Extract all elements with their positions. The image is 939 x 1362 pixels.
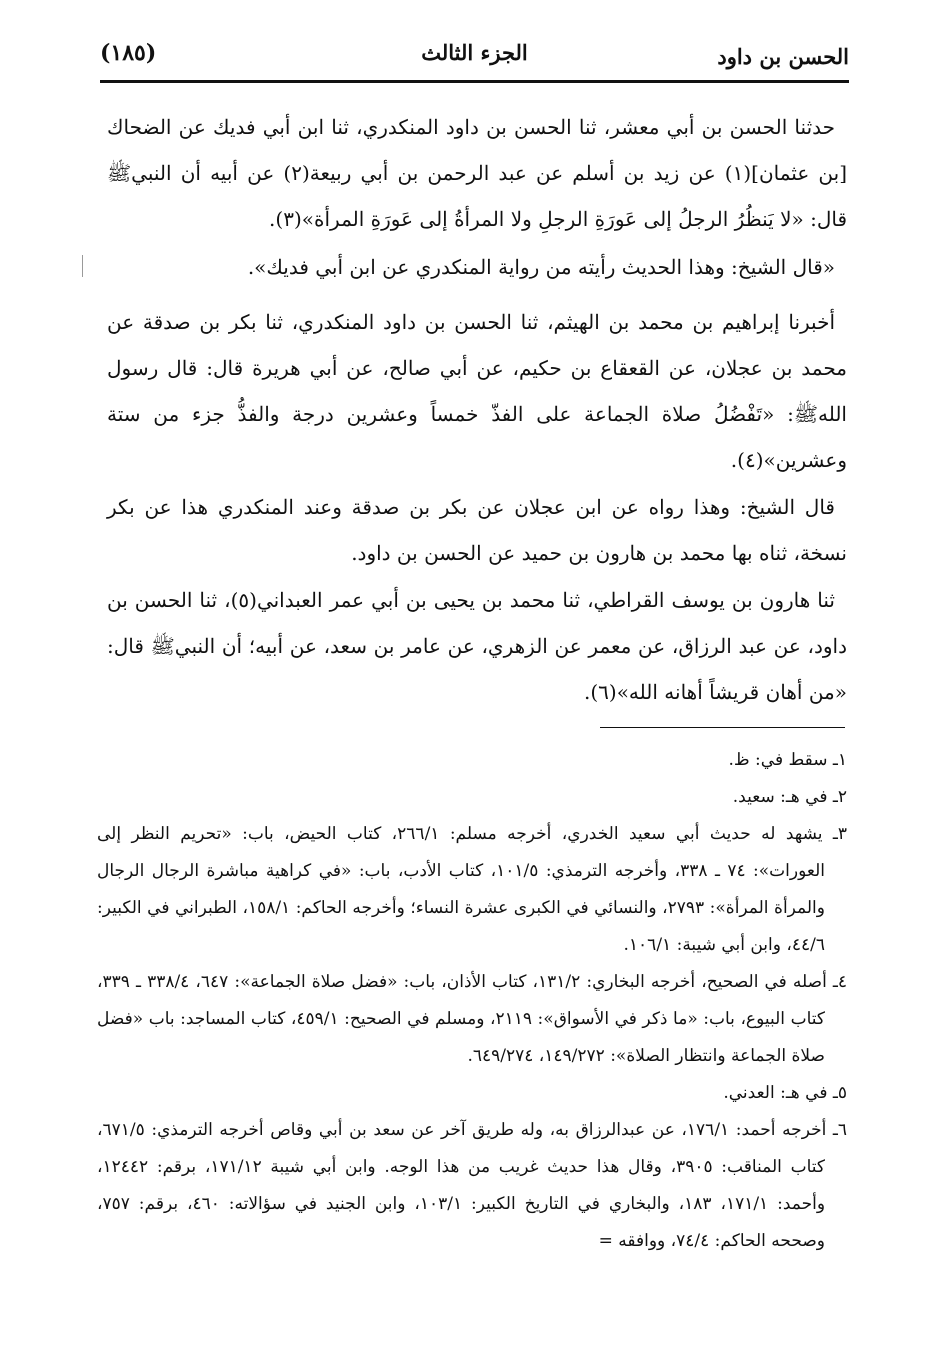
scan-artifact-mark	[82, 255, 83, 277]
paragraph-text: حدثنا الحسن بن أبي معشر، ثنا الحسن بن داود المنكدري، ثنا ابن أبي فديك عن الضحاك [بن عثمان](١) عن زيد بن أسلم عن عبد الرحمن بن أبي ربيعة(٢) عن أبيه أن النبيﷺ قال: «لا يَنظُرُ الرجلُ إلى عَورَةِ الرجلِ ولا المرأةُ إلى عَورَةِ المرأة»(٣).	[107, 115, 847, 231]
footnote: ٣ـ يشهد له حديث أبي سعيد الخدري، أخرجه مسلم: ٢٦٦/١، كتاب الحيض، باب: «تحريم النظر إلى العورات»: ٧٤ ـ ٣٣٨، وأخرجه الترمذي: ١٠١/٥، كتاب الأدب، باب: «في كراهية مباشرة الرجال الرجال والمرأة المرأة»: ٢٧٩٣، والنسائي في الكبرى عشرة النساء؛ وأخرجه الحاكم: ١٥٨/١، الطبراني في الكبير: ٤٤/٦، وابن أبي شيبة: ١٠٦/١.	[97, 824, 847, 955]
footnote-divider	[600, 727, 845, 728]
page-number: (١٨٥)	[100, 40, 157, 66]
sheikh-comment-1	[107, 244, 847, 290]
header-author: الحسن بن داود	[717, 44, 849, 69]
paragraph-text: ثنا هارون بن يوسف القراطي، ثنا محمد بن يحيى بن أبي عمر العبداني(٥)، ثنا الحسن بن داود، عن عبد الرزاق، عن معمر عن الزهري، عن عامر بن سعد، عن أبيه؛ أن النبيﷺ قال: «من أهان قريشاً أهانه الله»(٦).	[107, 588, 847, 704]
sheikh-comment-2	[107, 484, 847, 576]
hadith-paragraph-2	[107, 299, 847, 483]
footnote: ٢ـ في هـ: سعيد.	[732, 787, 847, 807]
header-divider	[100, 80, 849, 83]
running-header	[100, 38, 849, 78]
hadith-paragraph-3	[107, 577, 847, 715]
paragraph-text: قال الشيخ: وهذا رواه عن ابن عجلان عن بكر بن صدقة وعند المنكدري هذا عن بكر نسخة، ثناه بها محمد بن هارون بن حميد عن الحسن بن داود.	[107, 495, 847, 565]
paragraph-text: «قال الشيخ: وهذا الحديث رأيته من رواية المنكدري عن ابن أبي فديك».	[247, 255, 835, 279]
hadith-paragraph-1	[107, 104, 847, 242]
footnote: ٥ـ في هـ: العدني.	[723, 1083, 847, 1103]
paragraph-text: أخبرنا إبراهيم بن محمد بن الهيثم، ثنا الحسن بن داود المنكدري، ثنا بكر بن صدقة عن محمد بن عجلان، عن القعقاع بن حكيم، عن أبي صالح، عن أبي هريرة قال: قال رسول اللهﷺ: «تَفْضُلُ صلاة الجماعة على الفذّ خمساً وعشرين درجة والفذُّ جزء من ستة وعشرين»(٤).	[107, 310, 847, 472]
footnote: ٤ـ أصله في الصحيح، أخرجه البخاري: ١٣١/٢، كتاب الأذان، باب: «فضل صلاة الجماعة»: ٦٤٧، ٣٣٨/٤ ـ ٣٣٩، كتاب البيوع، باب: «ما ذكر في الأسواق»: ٢١١٩، ومسلم في الصحيح: ٤٥٩/١، كتاب المساجد: باب «فضل صلاة الجماعة وانتظار الصلاة»: ١٤٩/٢٧٢، ٦٤٩/٢٧٤.	[97, 972, 847, 1066]
footnote: ١ـ سقط في: ظ.	[728, 750, 847, 770]
footnotes	[97, 742, 847, 1260]
header-volume: الجزء الثالث	[421, 40, 528, 65]
footnote: ٦ـ أخرجه أحمد: ١٧٦/١، عن عبدالرزاق به، وله طريق آخر عن سعد بن أبي وقاص أخرجه الترمذي: ٦٧١/٥، كتاب المناقب: ٣٩٠٥، وقال هذا حديث غريب من هذا الوجه. وابن أبي شيبة ١٧١/١٢، برقم: ١٢٤٤٢، وأحمد: ١٧١/١، ١٨٣، والبخاري في التاريخ الكبير: ١٠٣/١، وابن الجنيد في سؤالاته: ٤٦٠، برقم: ٧٥٧، وصححه الحاكم: ٧٤/٤، ووافقه =	[97, 1120, 848, 1251]
